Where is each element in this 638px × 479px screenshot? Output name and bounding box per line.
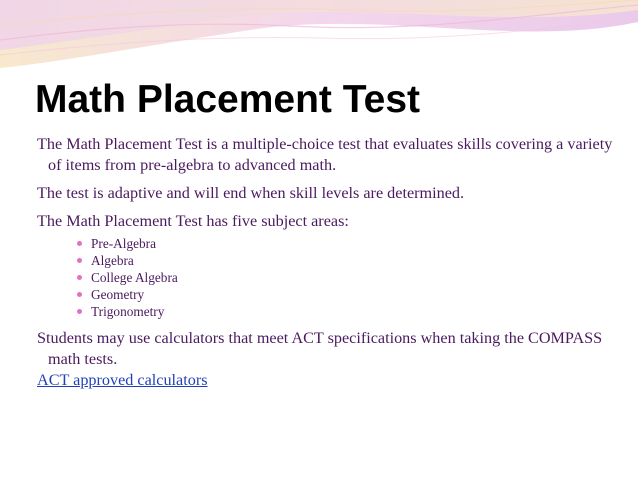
list-item: [77, 303, 627, 320]
list-item-label: Algebra: [91, 253, 134, 268]
bullet-dot-icon: [77, 275, 82, 280]
slide-title: Math Placement Test: [35, 78, 421, 121]
list-item: [77, 235, 627, 252]
list-item-label: Pre-Algebra: [91, 236, 156, 251]
paragraph-subject-areas-intro: The Math Placement Test has five subject areas:: [37, 212, 349, 230]
slide-body: [37, 134, 627, 391]
paragraph-adaptive-note: The test is adaptive and will end when skill levels are determined.: [37, 184, 465, 202]
bullet-dot-icon: [77, 292, 82, 297]
list-item: [77, 252, 627, 269]
calculators-link-row: [37, 370, 627, 391]
list-item: [77, 286, 627, 303]
act-approved-calculators-link[interactable]: ACT approved calculators: [37, 371, 208, 389]
bullet-dot-icon: [77, 309, 82, 314]
list-item: [77, 269, 627, 286]
header-wave-decoration: [0, 0, 638, 84]
subject-areas-list: [37, 235, 627, 320]
paragraph-test-description: The Math Placement Test is a multiple-choice test that evaluates skills covering a variety of items from pre-algebra to advanced math.: [37, 135, 613, 174]
list-item-label: College Algebra: [91, 270, 178, 285]
list-item-label: Trigonometry: [91, 304, 165, 319]
bullet-dot-icon: [77, 258, 82, 263]
list-item-label: Geometry: [91, 287, 145, 302]
paragraph-calculator-note: Students may use calculators that meet ACT specifications when taking the COMPASS math tests.: [37, 329, 603, 368]
bullet-dot-icon: [77, 241, 82, 246]
